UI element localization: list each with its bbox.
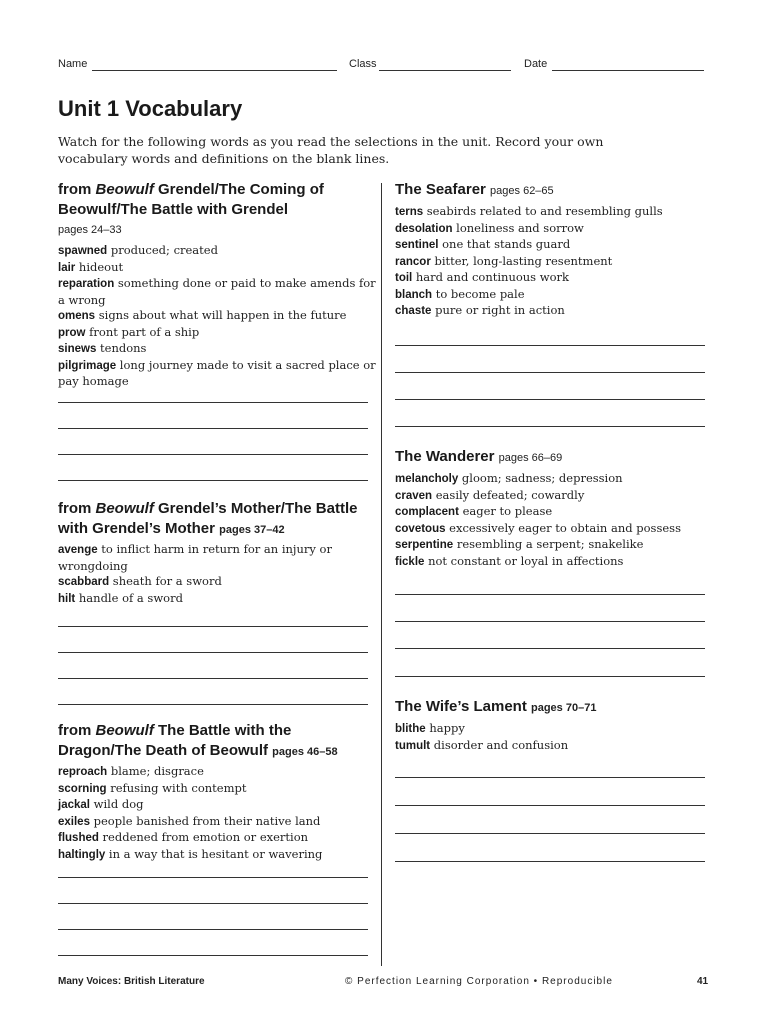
vocab-entry: prow front part of a ship bbox=[58, 324, 200, 339]
blank-line[interactable] bbox=[395, 805, 705, 806]
vocab-entry: scorning refusing with contempt bbox=[58, 780, 247, 795]
section-wifes-lament bbox=[395, 697, 705, 718]
intro-text: Watch for the following words as you read the selections in the unit. Record your own vocabulary words and definitions on the blank lines. bbox=[58, 134, 604, 166]
vocab-entry: omens signs about what will happen in the future bbox=[58, 308, 347, 322]
blank-line[interactable] bbox=[395, 345, 705, 346]
entries-wifes-lament bbox=[395, 721, 710, 754]
class-blank-line[interactable] bbox=[379, 70, 511, 71]
blank-line[interactable] bbox=[58, 454, 368, 455]
entries-grendels-mother bbox=[58, 542, 378, 607]
blank-line[interactable] bbox=[395, 399, 705, 400]
section-wanderer bbox=[395, 447, 705, 468]
vocab-entry: complacent eager to please bbox=[395, 504, 553, 518]
section-seafarer bbox=[395, 180, 705, 201]
footer-copyright: © Perfection Learning Corporation • Reproducible bbox=[345, 976, 613, 987]
blank-line[interactable] bbox=[58, 428, 368, 429]
section-prefix: from bbox=[58, 181, 96, 198]
blank-line[interactable] bbox=[58, 955, 368, 956]
vocab-entry: pilgrimage long journey made to visit a sacred place or pay homage bbox=[58, 357, 376, 388]
section-work: Beowulf bbox=[95, 500, 154, 517]
vocab-entry: flushed reddened from emotion or exertion bbox=[58, 830, 309, 844]
vocab-entry: lair hideout bbox=[58, 259, 124, 274]
blank-line[interactable] bbox=[395, 861, 705, 862]
column-divider bbox=[381, 183, 382, 966]
blank-line[interactable] bbox=[395, 648, 705, 649]
section-pages: pages 24–33 bbox=[58, 224, 122, 236]
section-grendel bbox=[58, 180, 358, 238]
section-title bbox=[58, 721, 378, 762]
entries-wanderer bbox=[395, 471, 710, 570]
section-heading: The Wanderer bbox=[395, 448, 499, 465]
blank-line[interactable] bbox=[395, 426, 705, 427]
entries-grendel bbox=[58, 243, 378, 390]
vocab-entry: exiles people banished from their native land bbox=[58, 813, 321, 828]
section-pages: pages 37–42 bbox=[219, 524, 285, 536]
blank-line[interactable] bbox=[395, 621, 705, 622]
footer-book-title: Many Voices: British Literature bbox=[58, 976, 205, 987]
vocab-entry: blanch to become pale bbox=[395, 286, 525, 301]
section-title bbox=[58, 180, 358, 220]
vocab-entry: avenge to inflict harm in return for an injury or wrongdoing bbox=[58, 542, 332, 573]
name-blank-line[interactable] bbox=[92, 70, 337, 71]
vocab-entry: reproach blame; disgrace bbox=[58, 764, 204, 778]
section-pages: pages 66–69 bbox=[498, 452, 563, 464]
section-grendels-mother bbox=[58, 499, 378, 540]
blank-line[interactable] bbox=[395, 594, 705, 595]
vocab-entry: covetous excessively eager to obtain and possess bbox=[395, 520, 681, 535]
blank-line[interactable] bbox=[58, 877, 368, 878]
blank-line[interactable] bbox=[395, 676, 705, 677]
blank-line[interactable] bbox=[58, 402, 368, 403]
blank-line[interactable] bbox=[58, 929, 368, 930]
blank-line[interactable] bbox=[58, 903, 368, 904]
class-label: Class bbox=[349, 58, 377, 70]
vocab-entry: spawned produced; created bbox=[58, 243, 218, 257]
vocab-entry: hilt handle of a sword bbox=[58, 590, 183, 605]
blank-line[interactable] bbox=[395, 777, 705, 778]
date-blank-line[interactable] bbox=[552, 70, 704, 71]
vocab-entry: desolation loneliness and sorrow bbox=[395, 220, 584, 235]
entries-dragon bbox=[58, 764, 378, 863]
section-heading: The Seafarer bbox=[395, 181, 491, 198]
section-title bbox=[395, 697, 705, 718]
vocab-entry: terns seabirds related to and resembling gulls bbox=[395, 204, 663, 218]
blank-line[interactable] bbox=[58, 652, 368, 653]
vocab-entry: fickle not constant or loyal in affections bbox=[395, 553, 624, 568]
blank-line[interactable] bbox=[58, 480, 368, 481]
vocab-entry: chaste pure or right in action bbox=[395, 303, 565, 317]
section-prefix: from bbox=[58, 722, 96, 739]
section-heading: The Wife’s Lament bbox=[395, 698, 531, 715]
page-number: 41 bbox=[697, 976, 709, 987]
section-title bbox=[58, 499, 378, 540]
blank-line[interactable] bbox=[395, 833, 705, 834]
entries-seafarer bbox=[395, 204, 710, 320]
section-work: Beowulf bbox=[95, 722, 154, 739]
section-prefix: from bbox=[58, 500, 96, 517]
vocab-entry: reparation something done or paid to make amends for a wrong bbox=[58, 276, 376, 307]
vocab-entry: jackal wild dog bbox=[58, 797, 144, 811]
vocab-entry: scabbard sheath for a sword bbox=[58, 574, 222, 588]
vocab-entry: sinews tendons bbox=[58, 341, 147, 355]
blank-line[interactable] bbox=[58, 678, 368, 679]
vocab-entry: serpentine resembling a serpent; snakelike bbox=[395, 537, 644, 551]
page-title: Unit 1 Vocabulary bbox=[58, 96, 243, 121]
section-heading: Grendel’s Mother/The Battle with Grendel’s Mother bbox=[58, 500, 358, 537]
section-title bbox=[395, 447, 705, 468]
blank-line[interactable] bbox=[58, 626, 368, 627]
section-title bbox=[395, 180, 705, 201]
date-label: Date bbox=[524, 58, 548, 70]
vocab-entry: haltingly in a way that is hesitant or wavering bbox=[58, 846, 323, 861]
section-heading: Grendel/The Coming of Beowulf/The Battle with Grendel bbox=[58, 181, 324, 218]
vocab-entry: melancholy gloom; sadness; depression bbox=[395, 471, 623, 485]
section-pages: pages 70–71 bbox=[531, 702, 597, 714]
section-dragon bbox=[58, 721, 378, 762]
vocab-entry: toil hard and continuous work bbox=[395, 270, 569, 284]
vocab-entry: tumult disorder and confusion bbox=[395, 737, 569, 752]
blank-line[interactable] bbox=[395, 372, 705, 373]
section-heading: The Battle with the Dragon/The Death of Beowulf bbox=[58, 722, 292, 759]
section-pages: pages 46–58 bbox=[272, 746, 338, 758]
name-label: Name bbox=[58, 58, 88, 70]
section-work: Beowulf bbox=[95, 181, 154, 198]
section-pages: pages 62–65 bbox=[490, 185, 554, 197]
vocab-entry: blithe happy bbox=[395, 721, 465, 735]
vocab-entry: sentinel one that stands guard bbox=[395, 237, 571, 251]
vocab-entry: craven easily defeated; cowardly bbox=[395, 487, 585, 502]
vocab-entry: rancor bitter, long-lasting resentment bbox=[395, 253, 613, 268]
blank-line[interactable] bbox=[58, 704, 368, 705]
